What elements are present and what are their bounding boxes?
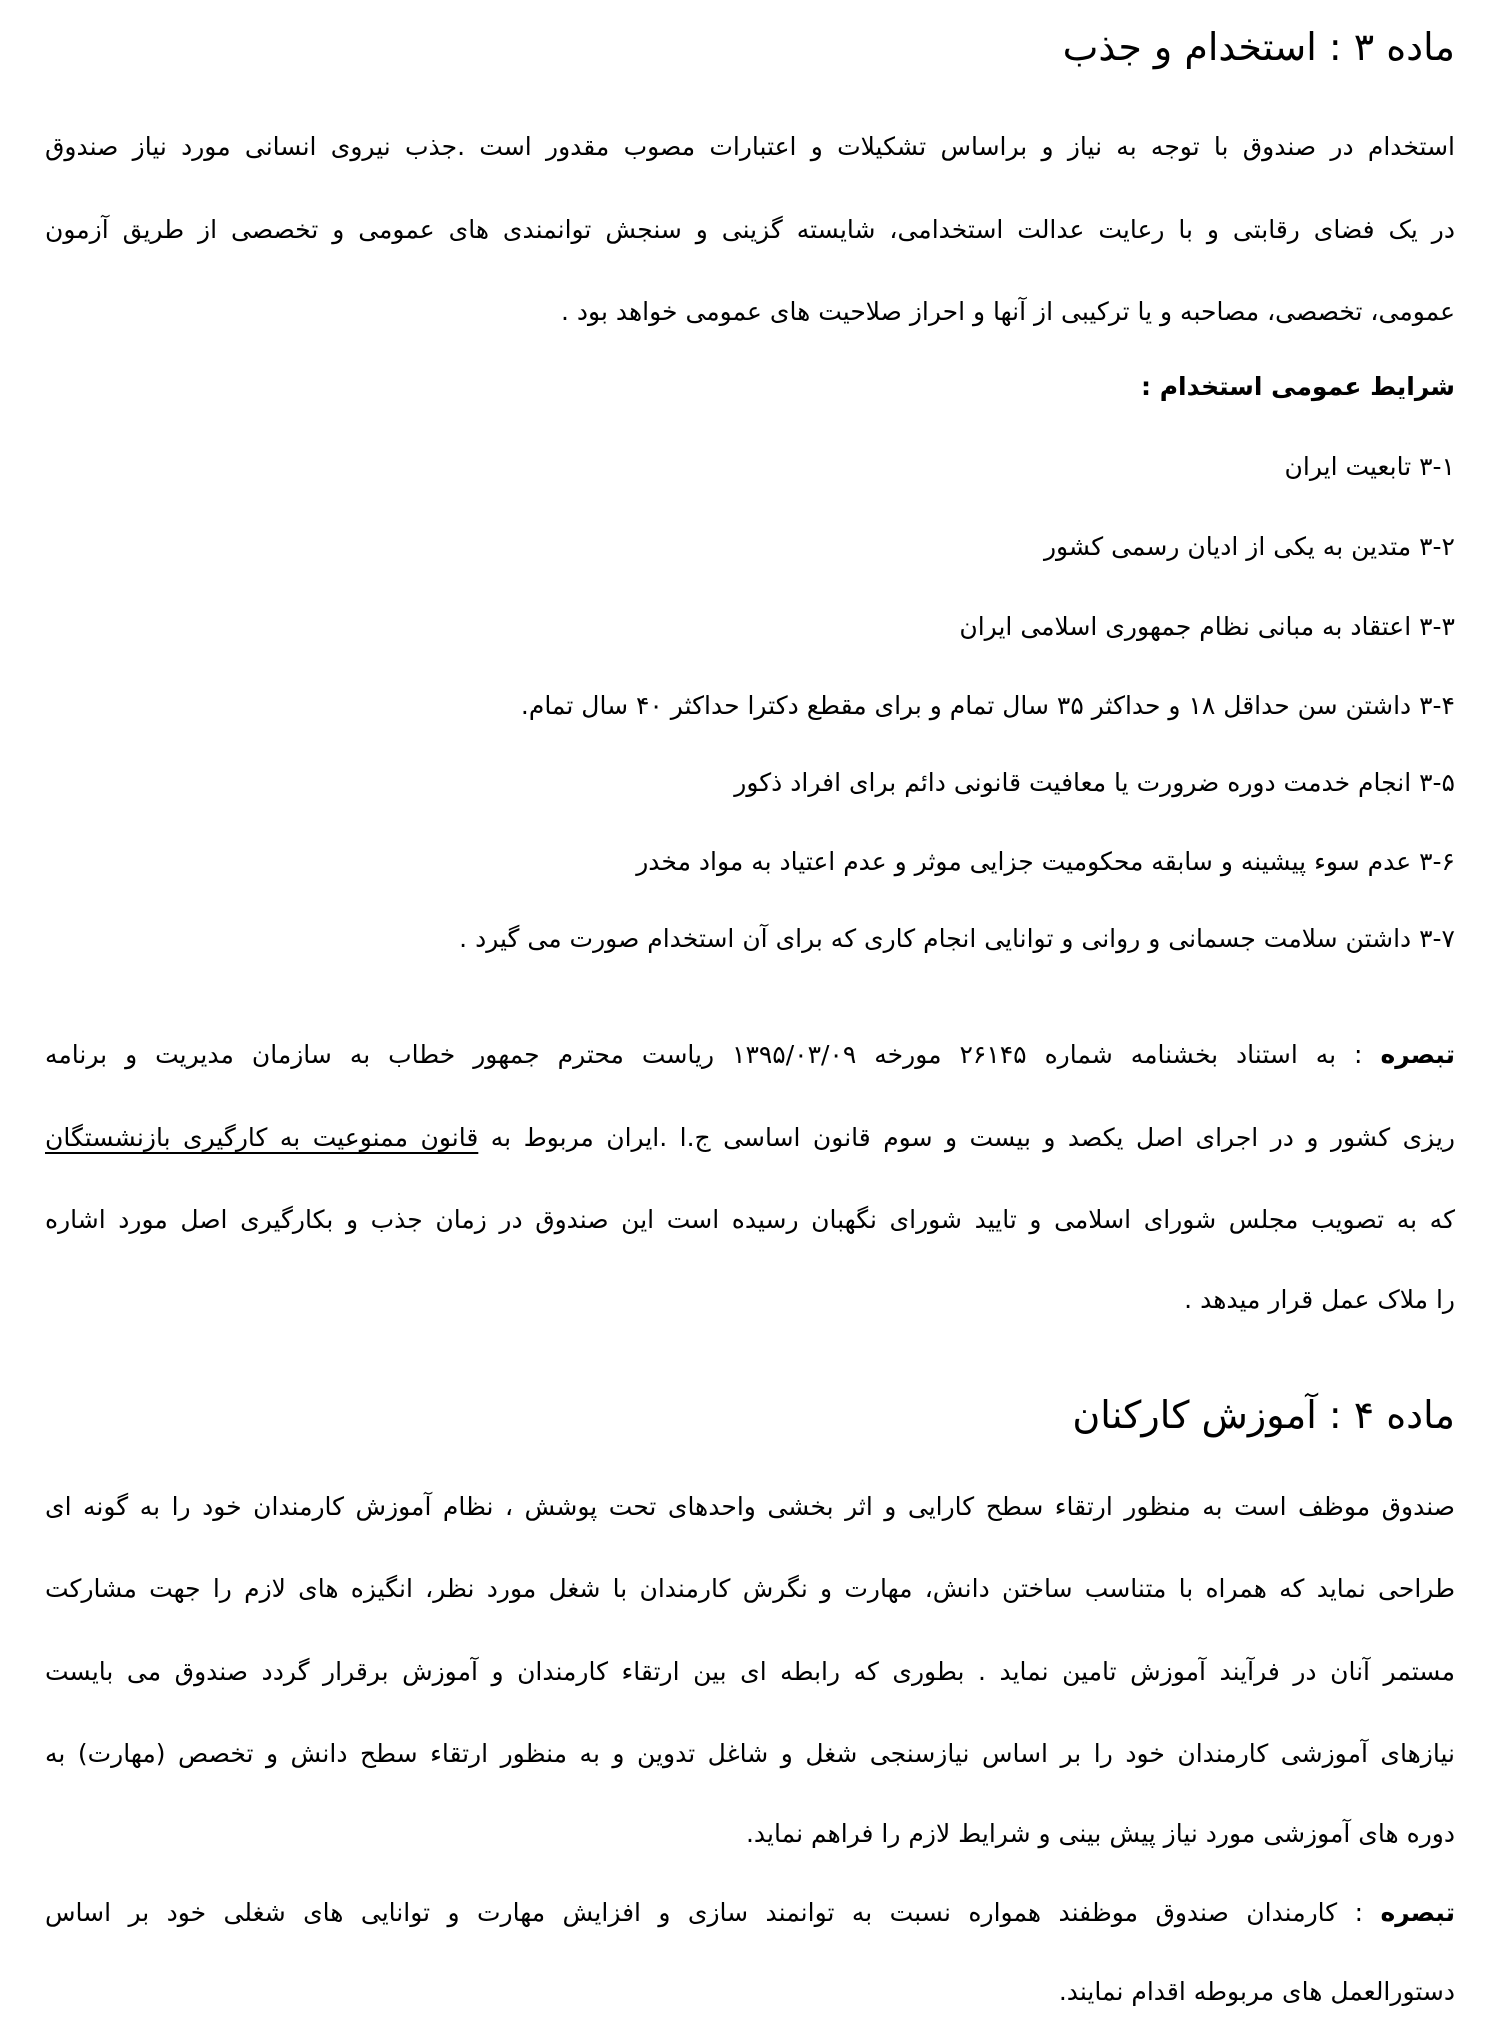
condition-item: ۳-۱ تابعیت ایران xyxy=(1284,452,1455,482)
note-label: تبصره xyxy=(1380,1040,1455,1070)
condition-item: ۳-۶ عدم سوء پیشینه و سابقه محکومیت جزایی موثر و عدم اعتیاد به مواد مخدر xyxy=(636,846,1455,876)
article-3-title: ماده ۳ : استخدام و جذب xyxy=(1062,25,1455,70)
condition-item: ۳-۷ داشتن سلامت جسمانی و روانی و توانایی انجام کاری که برای آن استخدام صورت می گیرد . xyxy=(459,924,1455,954)
article-4-body-line-5: دوره های آموزشی مورد نیاز پیش بینی و شرایط لازم را فراهم نماید. xyxy=(745,1819,1455,1849)
article-3-note-line-2 xyxy=(45,1122,1455,1152)
article-4-body-line-1: صندوق موظف است به منظور ارتقاء سطح کارایی و اثر بخشی واحدهای تحت پوشش ، نظام آموزش کارمندان خود را به گونه ای xyxy=(45,1491,1455,1521)
article-4-note-line-2: دستورالعمل های مربوطه اقدام نمایند. xyxy=(1058,1976,1455,2006)
article-3-intro-line-3: عمومی، تخصصی، مصاحبه و یا ترکیبی از آنها و احراز صلاحیت های عمومی خواهد بود . xyxy=(561,297,1455,327)
note-label: تبصره xyxy=(1380,1897,1455,1927)
condition-item: ۳-۴ داشتن سن حداقل ۱۸ و حداکثر ۳۵ سال تمام و برای مقطع دکترا حداکثر ۴۰ سال تمام. xyxy=(520,690,1455,720)
article-4-body-line-3: مستمر آنان در فرآیند آموزش تامین نماید . بطوری که رابطه ای بین ارتقاء کارمندان و آموزش برقرار گردد صندوق می بایست xyxy=(45,1656,1455,1686)
article-4-body-line-2: طراحی نماید که همراه با متناسب ساختن دانش، مهارت و نگرش کارمندان با شغل مورد نظر، انگیزه های لازم را جهت مشارکت xyxy=(45,1574,1455,1604)
article-3-note-line-3: که به تصویب مجلس شورای اسلامی و تایید شورای نگهبان رسیده است این صندوق در زمان جذب و بکارگیری اصل مورد اشاره xyxy=(45,1205,1455,1235)
law-reference: قانون ممنوعیت به کارگیری بازنشستگان xyxy=(45,1122,479,1152)
article-3-note-line-4: را ملاک عمل قرار میدهد . xyxy=(1184,1285,1455,1315)
article-3-note-line-1 xyxy=(45,1040,1455,1070)
condition-item: ۳-۲ متدین به یکی از ادیان رسمی کشور xyxy=(1043,532,1455,561)
note-text: : به استناد بخشنامه شماره ۲۶۱۴۵ مورخه ۱۳۹۵/۰۳/۰۹ ریاست محترم جمهور خطاب به سازمان مدیریت و برنامه xyxy=(45,1040,1381,1070)
conditions-heading: شرایط عمومی استخدام : xyxy=(1141,372,1455,402)
condition-item: ۳-۵ انجام خدمت دوره ضرورت یا معافیت قانونی دائم برای افراد ذکور xyxy=(734,768,1455,798)
note-text: ریزی کشور و در اجرای اصل یکصد و بیست و سوم قانون اساسی ج.ا .ایران مربوط به xyxy=(478,1122,1455,1152)
article-3-intro-line-2: در یک فضای رقابتی و با رعایت عدالت استخدامی، شایسته گزینی و سنجش توانمندی های عمومی و تخصصی از طریق آزمون xyxy=(45,214,1455,244)
article-3-intro-line-1: استخدام در صندوق با توجه به نیاز و براساس تشکیلات و اعتبارات مصوب مقدور است .جذب نیروی انسانی مورد نیاز صندوق xyxy=(45,132,1455,162)
note-text: : کارمندان صندوق موظفند همواره نسبت به توانمند سازی و افزایش مهارت و توانایی های شغلی خود بر اساس xyxy=(45,1897,1381,1927)
condition-item: ۳-۳ اعتقاد به مبانی نظام جمهوری اسلامی ایران xyxy=(959,611,1455,641)
article-4-title: ماده ۴ : آموزش کارکنان xyxy=(1072,1392,1455,1437)
article-4-note-line-1 xyxy=(45,1897,1455,1927)
article-4-body-line-4: نیازهای آموزشی کارمندان خود را بر اساس نیازسنجی شغل و شاغل تدوین و به منظور ارتقاء سطح دانش و تخصص (مهارت) به xyxy=(45,1739,1455,1769)
